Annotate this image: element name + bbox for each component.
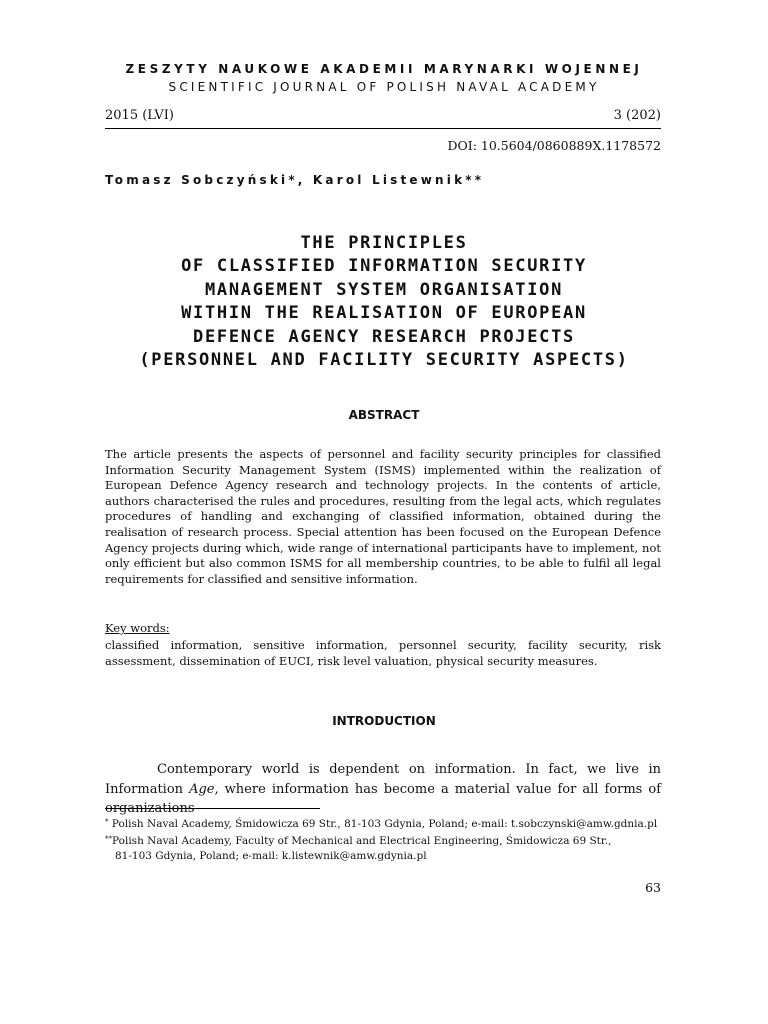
abstract-text: The article presents the aspects of personnel and facility security principles for classified Information Security Management System (ISMS) implemented within the realization of European Defence Agency research and technology projects. In the contents of article, authors characterised the rules and procedures, resulting from the legal acts, which regulates procedures of handling and exchanging of classified information, obtained during the realisation of research process. Special attention has been focused on the European Defence Agency projects during which, wide range of international participants have to implement, not only efficient but also common ISMS for all membership countries, to be able to fulfil all legal requirements for classified and sensitive information. — [105, 447, 661, 586]
journal-title-english: SCIENTIFIC JOURNAL OF POLISH NAVAL ACADEMY — [168, 80, 600, 94]
header-divider — [105, 128, 661, 129]
authors: Tomasz Sobczyński*, Karol Listewnik** — [105, 173, 485, 187]
footnote-2 — [105, 834, 661, 864]
title-line: THE PRINCIPLES — [300, 233, 468, 253]
keywords-text: classified information, sensitive information, personnel security, facility security, risk assessment, dissemination of EUCI, risk level valuation, physical security measures. — [105, 638, 661, 668]
footnote-2-text: Polish Naval Academy, Faculty of Mechanical and Electrical Engineering, Śmidowicza 69 Str., — [112, 835, 612, 847]
introduction-heading: INTRODUCTION — [332, 714, 436, 728]
article-title — [0, 232, 768, 372]
journal-title-polish: ZESZYTY NAUKOWE AKADEMII MARYNARKI WOJENNEJ — [125, 62, 643, 76]
footnote-2-text-cont: 81-103 Gdynia, Poland; e-mail: k.listewnik@amw.gdynia.pl — [115, 850, 427, 862]
intro-italic: Age — [189, 781, 215, 797]
title-line: WITHIN THE REALISATION OF EUROPEAN — [181, 303, 587, 324]
title-line: MANAGEMENT SYSTEM ORGANISATION — [204, 279, 564, 300]
issue-row — [105, 108, 661, 130]
page-number: 63 — [645, 880, 661, 895]
keywords-label: Key words: — [105, 621, 170, 635]
footnote-1-mark: * — [105, 818, 109, 826]
doi: DOI: 10.5604/0860889X.1178572 — [447, 138, 661, 153]
footnote-divider — [105, 808, 320, 809]
footnote-2-mark: ** — [105, 835, 112, 843]
title-line: DEFENCE AGENCY RESEARCH PROJECTS — [193, 326, 575, 347]
intro-part1: Contemporary world is dependent on information. In fact, we live in Information — [105, 762, 661, 797]
abstract-heading: ABSTRACT — [348, 408, 420, 422]
intro-part2: , where information has become a material value for all forms of organizations — [105, 781, 662, 816]
footnote-1 — [105, 817, 661, 832]
year-volume: 2015 (LVI) — [105, 108, 174, 123]
title-line: (PERSONNEL AND FACILITY SECURITY ASPECTS) — [139, 350, 629, 371]
footnote-1-text: Polish Naval Academy, Śmidowicza 69 Str., 81-103 Gdynia, Poland; e-mail: t.sobczynski@amw.gdnia.pl — [111, 818, 658, 830]
title-line: OF CLASSIFIED INFORMATION SECURITY — [181, 256, 587, 277]
issue-number: 3 (202) — [613, 108, 661, 123]
introduction-text — [105, 760, 661, 819]
